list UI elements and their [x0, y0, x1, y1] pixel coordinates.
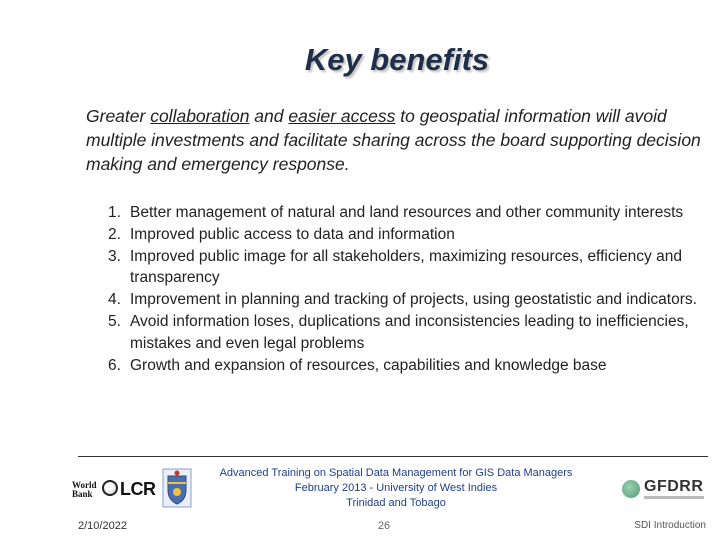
lcr-wordmark: LCR: [120, 479, 156, 499]
benefit-number: 4.: [108, 291, 121, 309]
benefit-text: Improved public image for all stakeholders, maximizing resources, efficiency and transparency: [130, 247, 682, 287]
benefit-number: 1.: [108, 204, 121, 221]
intro-underlined-easier-access: easier access: [288, 106, 396, 126]
slide-title: Key benefits: [304, 42, 490, 77]
footer-event-info: [190, 466, 602, 511]
world-bank-wordmark: World Bank: [72, 480, 97, 499]
intro-text: and: [249, 106, 289, 126]
benefit-number: 3.: [108, 247, 121, 265]
gfdrr-logo: [622, 474, 712, 502]
benefit-item: [108, 289, 708, 311]
benefit-item: [108, 202, 708, 224]
intro-text: to geospatial information will avoid multiple investments and facilitate sharing across the board supporting decision making and emergency response.: [86, 106, 701, 174]
gfdrr-wordmark: GFDRR: [644, 478, 704, 495]
benefit-text: Avoid information loses, duplications and inconsistencies leading to inefficiencies, mistakes and even legal problems: [130, 312, 689, 352]
footer-line: Advanced Training on Spatial Data Management for GIS Data Managers: [219, 467, 573, 479]
footer-line: Trinidad and Tobago: [346, 497, 446, 509]
footer-date: 2/10/2022: [78, 520, 127, 532]
benefit-number: 2.: [108, 225, 121, 243]
benefit-item: [108, 355, 708, 377]
intro-text: Greater: [86, 106, 151, 126]
footer-divider-left: [78, 456, 312, 457]
footer-line: February 2013 - University of West Indies: [294, 482, 498, 494]
crest-icon: [162, 468, 192, 508]
benefit-number: 6.: [108, 356, 121, 374]
benefit-text: Growth and expansion of resources, capabilities and knowledge base: [130, 356, 607, 374]
benefit-number: 5.: [108, 312, 121, 330]
page-number: 26: [377, 520, 391, 532]
benefit-item: [108, 311, 708, 355]
footer-section-label: SDI Introduction: [634, 520, 706, 531]
benefit-item: [108, 224, 708, 246]
benefit-text: Improvement in planning and tracking of projects, using geostatistic and indicators.: [130, 291, 697, 309]
gfdrr-emblem-icon: [622, 480, 640, 498]
intro-paragraph: [86, 104, 706, 176]
gfdrr-tagline-bar: [644, 496, 704, 499]
intro-underlined-collaboration: collaboration: [150, 106, 250, 126]
benefit-text: Better management of natural and land resources and other community interests: [130, 204, 684, 221]
globe-icon: [102, 480, 118, 496]
benefit-text: Improved public access to data and information: [130, 225, 455, 243]
world-bank-lcr-logo: [72, 478, 156, 500]
footer-divider-right: [312, 456, 708, 457]
benefits-list: [108, 202, 708, 376]
benefit-item: [108, 246, 708, 290]
